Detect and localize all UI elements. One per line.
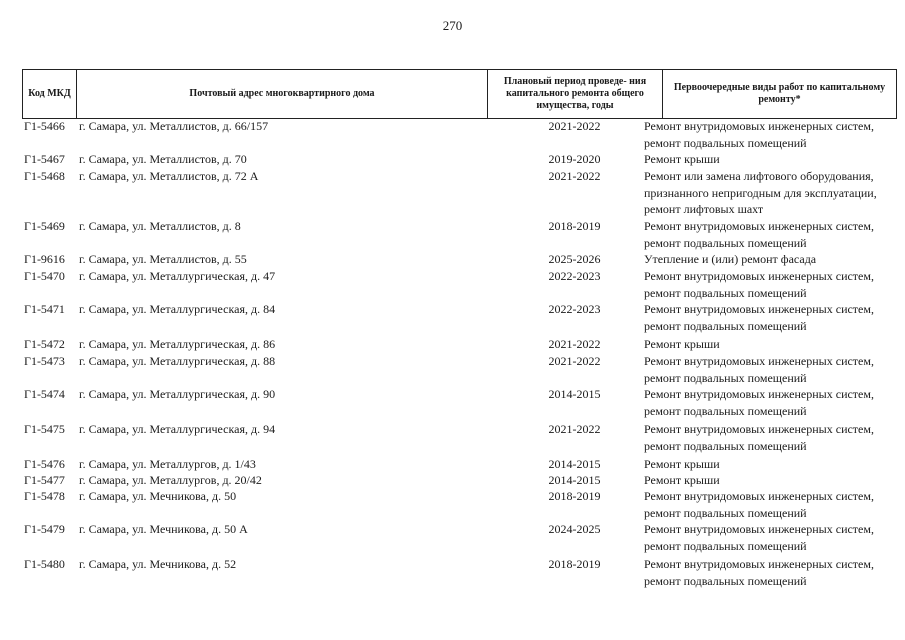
row-address: г. Самара, ул. Металлистов, д. 55 (79, 252, 247, 266)
row-works (644, 353, 904, 386)
row-period: 2014-2015 (548, 473, 601, 487)
row-works (644, 386, 904, 419)
row-works-line: ремонт подвальных помещений (644, 438, 807, 453)
row-address: г. Самара, ул. Металлургическая, д. 84 (79, 302, 276, 316)
row-code: Г1-5479 (24, 522, 65, 536)
row-code: Г1-5480 (24, 557, 65, 571)
row-works-line: Ремонт внутридомовых инженерных систем, (644, 269, 874, 283)
row-works-line: Ремонт крыши (644, 473, 720, 487)
row-code: Г1-5473 (24, 354, 65, 368)
row-works-line: Ремонт внутридомовых инженерных систем, (644, 302, 874, 316)
row-works-line: Ремонт внутридомовых инженерных систем, (644, 119, 874, 133)
row-works (644, 118, 904, 151)
row-works (644, 556, 904, 589)
header-works: Первоочередные виды работ по капитальному ремонту* (673, 82, 886, 105)
row-works-line: Ремонт внутридомовых инженерных систем, (644, 522, 874, 536)
row-address: г. Самара, ул. Металлистов, д. 70 (79, 152, 247, 166)
row-code: Г1-5471 (24, 302, 65, 316)
row-address: г. Самара, ул. Металлистов, д. 66/157 (79, 119, 269, 133)
row-code: Г1-9616 (24, 252, 65, 266)
row-works-line: Утепление и (или) ремонт фасада (644, 252, 817, 266)
row-works (644, 488, 904, 521)
row-works (644, 218, 904, 251)
page-number: 270 (442, 18, 463, 33)
row-code: Г1-5476 (24, 457, 65, 471)
row-works-line: Ремонт или замена лифтового оборудования, (644, 169, 874, 183)
row-period: 2018-2019 (548, 219, 601, 233)
row-code: Г1-5475 (24, 422, 65, 436)
row-works-line: Ремонт крыши (644, 152, 720, 166)
row-works-line: ремонт подвальных помещений (644, 235, 807, 250)
row-works (644, 521, 904, 554)
row-works-line: Ремонт внутридомовых инженерных систем, (644, 422, 874, 436)
header-address: Почтовый адрес многоквартирного дома (77, 70, 488, 118)
row-works-line: ремонт подвальных помещений (644, 403, 807, 418)
row-works (644, 251, 904, 268)
row-address: г. Самара, ул. Металлистов, д. 8 (79, 219, 241, 233)
row-address: г. Самара, ул. Мечникова, д. 52 (79, 557, 237, 571)
row-works-line: Ремонт внутридомовых инженерных систем, (644, 387, 874, 401)
row-code: Г1-5474 (24, 387, 65, 401)
row-works (644, 268, 904, 301)
row-code: Г1-5472 (24, 337, 65, 351)
row-address: г. Самара, ул. Металлургическая, д. 94 (79, 422, 276, 436)
row-works-line: ремонт подвальных помещений (644, 370, 807, 385)
row-works (644, 421, 904, 454)
row-period: 2022-2023 (548, 302, 601, 316)
row-code: Г1-5470 (24, 269, 65, 283)
row-address: г. Самара, ул. Мечникова, д. 50 А (79, 522, 248, 536)
row-address: г. Самара, ул. Металлургическая, д. 90 (79, 387, 276, 401)
row-works (644, 168, 904, 218)
row-code: Г1-5466 (24, 119, 65, 133)
row-address: г. Самара, ул. Металлистов, д. 72 А (79, 169, 259, 183)
row-period: 2024-2025 (548, 522, 601, 536)
row-code: Г1-5468 (24, 169, 65, 183)
row-address: г. Самара, ул. Металлургов, д. 20/42 (79, 473, 262, 487)
row-works-line: ремонт подвальных помещений (644, 135, 807, 150)
row-code: Г1-5477 (24, 473, 65, 487)
row-works-line: признанного непригодным для эксплуатации, (644, 185, 877, 200)
row-period: 2022-2023 (548, 269, 601, 283)
row-period: 2025-2026 (548, 252, 601, 266)
row-works (644, 472, 904, 489)
row-period: 2018-2019 (548, 489, 601, 503)
header-code: Код МКД (23, 70, 77, 118)
row-address: г. Самара, ул. Мечникова, д. 50 (79, 489, 237, 503)
row-works-line: Ремонт внутридомовых инженерных систем, (644, 219, 874, 233)
row-works-line: ремонт подвальных помещений (644, 538, 807, 553)
row-works (644, 456, 904, 473)
row-period: 2014-2015 (548, 387, 601, 401)
row-works-line: Ремонт крыши (644, 337, 720, 351)
row-works-line: Ремонт внутридомовых инженерных систем, (644, 489, 874, 503)
row-works-line: ремонт подвальных помещений (644, 505, 807, 520)
row-works (644, 301, 904, 334)
row-works-line: Ремонт крыши (644, 457, 720, 471)
header-period: Плановый период проведе- ния капитального ремонта общего имущества, годы (488, 70, 663, 118)
row-period: 2018-2019 (548, 557, 601, 571)
row-works (644, 336, 904, 353)
row-period: 2021-2022 (548, 169, 601, 183)
row-address: г. Самара, ул. Металлургов, д. 1/43 (79, 457, 256, 471)
row-works-line: ремонт лифтовых шахт (644, 202, 764, 216)
row-period: 2021-2022 (548, 354, 601, 368)
row-address: г. Самара, ул. Металлургическая, д. 86 (79, 337, 276, 351)
table-header (22, 69, 897, 119)
row-code: Г1-5478 (24, 489, 65, 503)
row-period: 2021-2022 (548, 337, 601, 351)
row-address: г. Самара, ул. Металлургическая, д. 47 (79, 269, 276, 283)
row-works-line: ремонт подвальных помещений (644, 318, 807, 333)
row-code: Г1-5467 (24, 152, 65, 166)
row-works-line: ремонт подвальных помещений (644, 285, 807, 300)
row-period: 2019-2020 (548, 152, 601, 166)
row-period: 2021-2022 (548, 422, 601, 436)
row-works-line: ремонт подвальных помещений (644, 573, 807, 588)
row-address: г. Самара, ул. Металлургическая, д. 88 (79, 354, 276, 368)
row-works (644, 151, 904, 168)
row-code: Г1-5469 (24, 219, 65, 233)
row-period: 2014-2015 (548, 457, 601, 471)
row-works-line: Ремонт внутридомовых инженерных систем, (644, 557, 874, 571)
row-period: 2021-2022 (548, 119, 601, 133)
row-works-line: Ремонт внутридомовых инженерных систем, (644, 354, 874, 368)
